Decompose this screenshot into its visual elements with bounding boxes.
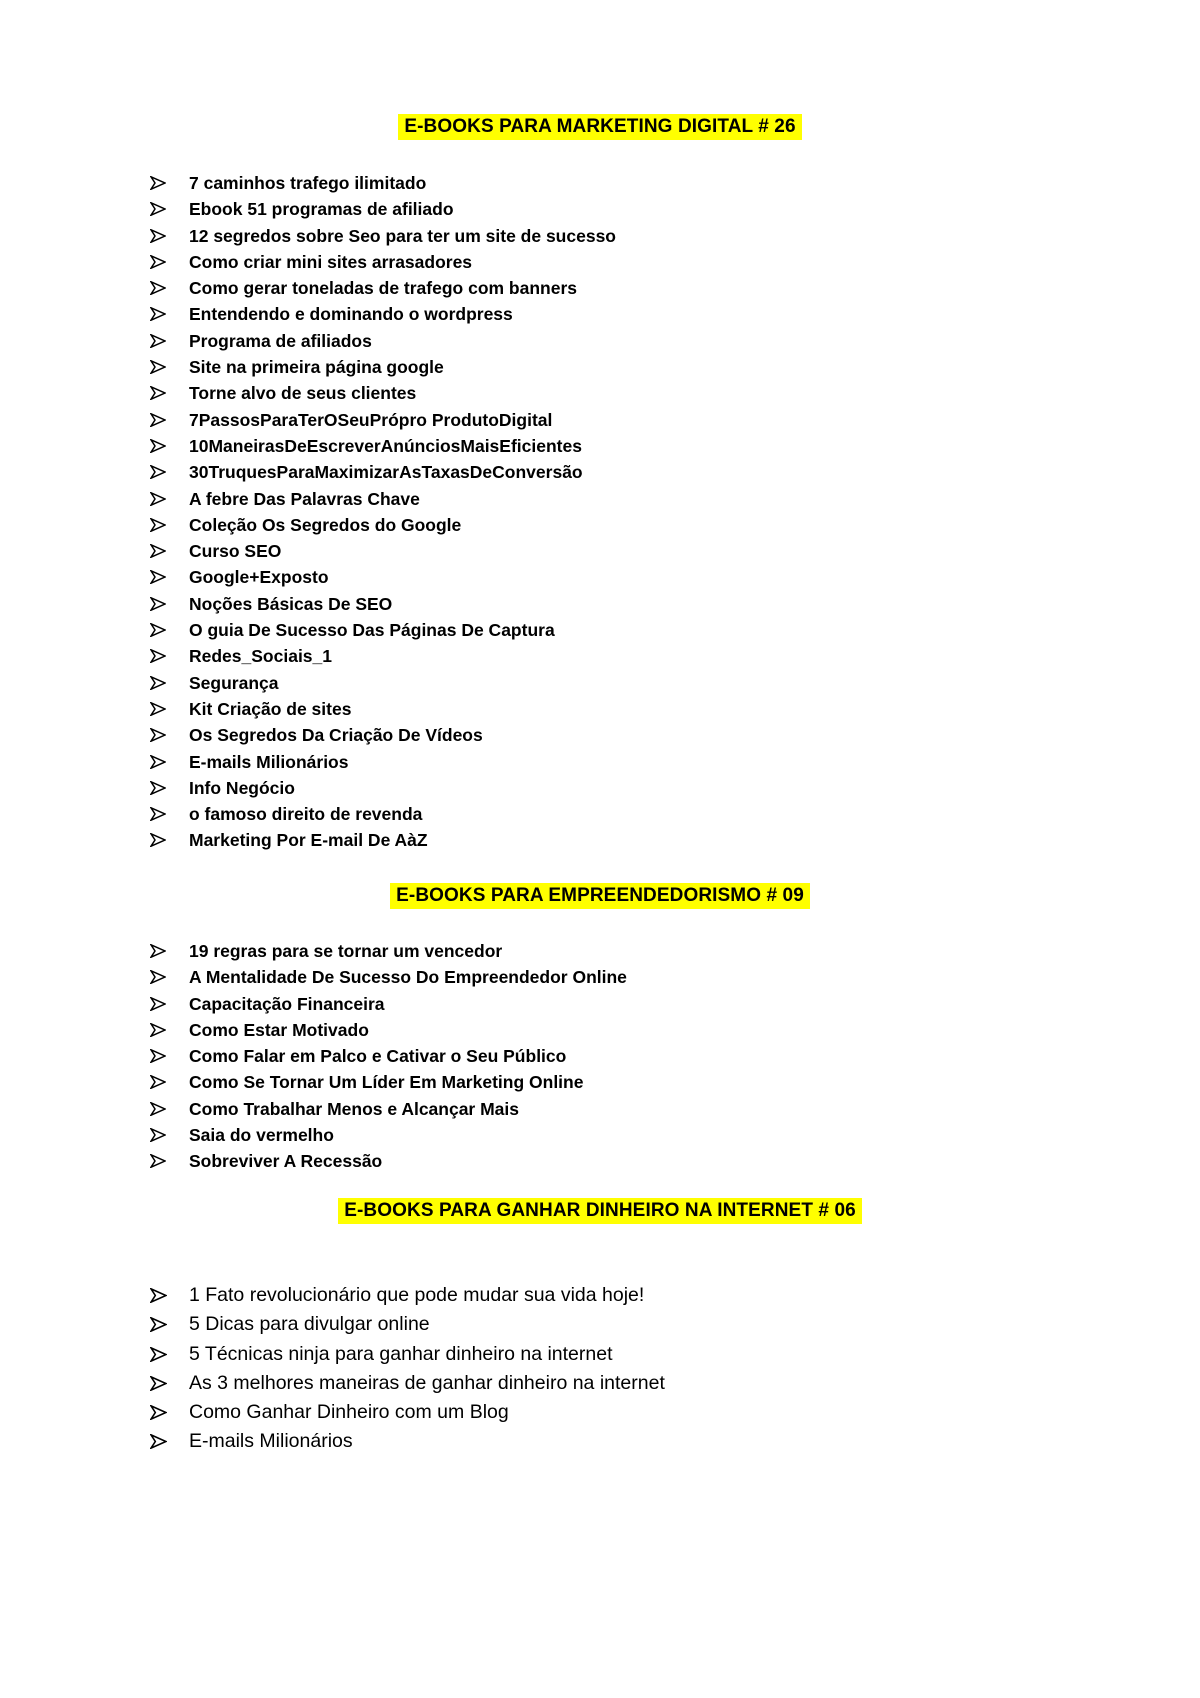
list-item [150,407,616,433]
arrow-bullet-icon [150,833,166,847]
arrow-bullet-icon [150,518,166,532]
arrow-bullet-icon [150,307,166,321]
heading-text: E-BOOKS PARA GANHAR DINHEIRO NA INTERNET # 06 [338,1198,862,1224]
list-item [150,749,616,775]
list-item [150,617,616,643]
list-item [150,1017,627,1043]
list-item-text: Programa de afiliados [189,330,372,351]
arrow-bullet-icon [150,1102,166,1116]
arrow-bullet-icon [150,728,166,742]
list-item [150,223,616,249]
list-item-text: Entendendo e dominando o wordpress [189,304,513,325]
list-item-text: Como Ganhar Dinheiro com um Blog [189,1401,509,1424]
list-item [150,512,616,538]
list-item [150,1340,665,1369]
list-item-text: Como gerar toneladas de trafego com banners [189,278,578,299]
arrow-bullet-icon [150,281,166,295]
list-item-text: 5 Dicas para divulgar online [189,1313,430,1336]
section-heading-empreendedorismo [0,885,1200,907]
list-item-text: Segurança [189,672,279,693]
list-item-text: Como criar mini sites arrasadores [189,251,473,272]
arrow-bullet-icon [150,465,166,479]
arrow-bullet-icon [150,1049,166,1063]
list-item-text: o famoso direito de revenda [189,804,423,825]
list-item-text: Site na primeira página google [189,357,444,378]
arrow-bullet-icon [150,781,166,795]
arrow-bullet-icon [150,807,166,821]
list-item-text: Como Trabalhar Menos e Alcançar Mais [189,1098,520,1119]
section-heading-ganhar-dinheiro [0,1200,1200,1222]
arrow-bullet-icon [150,176,166,190]
list-item-text: Marketing Por E-mail De AàZ [189,830,428,851]
list-item-text: Os Segredos Da Criação De Vídeos [189,725,483,746]
arrow-bullet-icon [150,492,166,506]
arrow-bullet-icon [150,1317,167,1332]
arrow-bullet-icon [150,570,166,584]
arrow-bullet-icon [150,334,166,348]
heading-text: E-BOOKS PARA MARKETING DIGITAL # 26 [398,114,801,140]
list-item-text: Kit Criação de sites [189,698,352,719]
list-item-text: 12 segredos sobre Seo para ter um site de sucesso [189,225,616,246]
arrow-bullet-icon [150,413,166,427]
heading-text: E-BOOKS PARA EMPREENDEDORISMO # 09 [390,883,810,909]
list-item-text: Coleção Os Segredos do Google [189,514,462,535]
list-item [150,827,616,853]
arrow-bullet-icon [150,1288,167,1303]
list-item-text: 7 caminhos trafego ilimitado [189,173,427,193]
arrow-bullet-icon [150,439,166,453]
arrow-bullet-icon [150,1376,167,1391]
list-item [150,1281,665,1310]
arrow-bullet-icon [150,1405,167,1420]
list-item [150,486,616,512]
list-item [150,301,616,327]
list-item-text: 10ManeirasDeEscreverAnúnciosMaisEficientes [189,435,582,456]
arrow-bullet-icon [150,202,166,216]
section-heading-marketing-digital [0,116,1200,138]
list-item-text: Capacitação Financeira [189,993,385,1014]
list-item [150,696,616,722]
list-item [150,249,616,275]
list-item-text: E-mails Milionários [189,1430,353,1453]
arrow-bullet-icon [150,997,166,1011]
ebook-list-empreendedorismo [150,938,627,1175]
list-item-text: Redes_Sociais_1 [189,646,333,667]
list-item [150,775,616,801]
arrow-bullet-icon [150,1347,167,1362]
list-item [150,1369,665,1398]
list-item [150,538,616,564]
list-item-text: 5 Técnicas ninja para ganhar dinheiro na internet [189,1342,613,1365]
arrow-bullet-icon [150,1154,166,1168]
list-item [150,1310,665,1339]
arrow-bullet-icon [150,1075,166,1089]
list-item [150,938,627,964]
list-item [150,564,616,590]
list-item [150,1427,665,1456]
list-item-text: 1 Fato revolucionário que pode mudar sua vida hoje! [189,1284,645,1306]
list-item-text: Noções Básicas De SEO [189,593,393,614]
list-item [150,459,616,485]
list-item [150,354,616,380]
arrow-bullet-icon [150,649,166,663]
list-item-text: Curso SEO [189,541,282,562]
list-item [150,1122,627,1148]
arrow-bullet-icon [150,702,166,716]
ebook-list-marketing-digital [150,170,616,854]
arrow-bullet-icon [150,1128,166,1142]
list-item [150,170,616,196]
list-item-text: Como Se Tornar Um Líder Em Marketing Online [189,1072,584,1093]
list-item-text: Como Falar em Palco e Cativar o Seu Público [189,1046,567,1067]
arrow-bullet-icon [150,970,166,984]
arrow-bullet-icon [150,755,166,769]
list-item [150,1148,627,1174]
list-item-text: As 3 melhores maneiras de ganhar dinheiro na internet [189,1371,665,1394]
list-item-text: Sobreviver A Recessão [189,1151,383,1172]
list-item [150,1069,627,1095]
arrow-bullet-icon [150,1023,166,1037]
arrow-bullet-icon [150,623,166,637]
list-item-text: Como Estar Motivado [189,1019,369,1040]
ebook-list-ganhar-dinheiro [150,1281,665,1457]
list-item [150,1096,627,1122]
arrow-bullet-icon [150,944,166,958]
arrow-bullet-icon [150,229,166,243]
arrow-bullet-icon [150,386,166,400]
list-item-text: Info Negócio [189,777,295,798]
list-item-text: A Mentalidade De Sucesso Do Empreendedor Online [189,967,627,988]
list-item-text: E-mails Milionários [189,751,349,772]
list-item [150,380,616,406]
list-item-text: 19 regras para se tornar um vencedor [189,941,503,961]
list-item [150,801,616,827]
list-item-text: O guia De Sucesso Das Páginas De Captura [189,620,555,641]
list-item-text: 30TruquesParaMaximizarAsTaxasDeConversão [189,462,583,483]
list-item [150,591,616,617]
list-item [150,275,616,301]
arrow-bullet-icon [150,360,166,374]
arrow-bullet-icon [150,597,166,611]
list-item-text: Google+Exposto [189,567,329,588]
list-item [150,196,616,222]
list-item-text: Saia do vermelho [189,1125,334,1146]
list-item-text: A febre Das Palavras Chave [189,488,420,509]
list-item [150,722,616,748]
list-item-text: Ebook 51 programas de afiliado [189,199,454,220]
arrow-bullet-icon [150,544,166,558]
list-item-text: 7PassosParaTerOSeuPrópro ProdutoDigital [189,409,553,430]
list-item-text: Torne alvo de seus clientes [189,383,417,404]
list-item [150,1398,665,1427]
list-item [150,991,627,1017]
arrow-bullet-icon [150,676,166,690]
list-item [150,643,616,669]
list-item [150,433,616,459]
list-item [150,964,627,990]
list-item [150,328,616,354]
list-item [150,1043,627,1069]
list-item [150,670,616,696]
arrow-bullet-icon [150,255,166,269]
arrow-bullet-icon [150,1434,167,1449]
